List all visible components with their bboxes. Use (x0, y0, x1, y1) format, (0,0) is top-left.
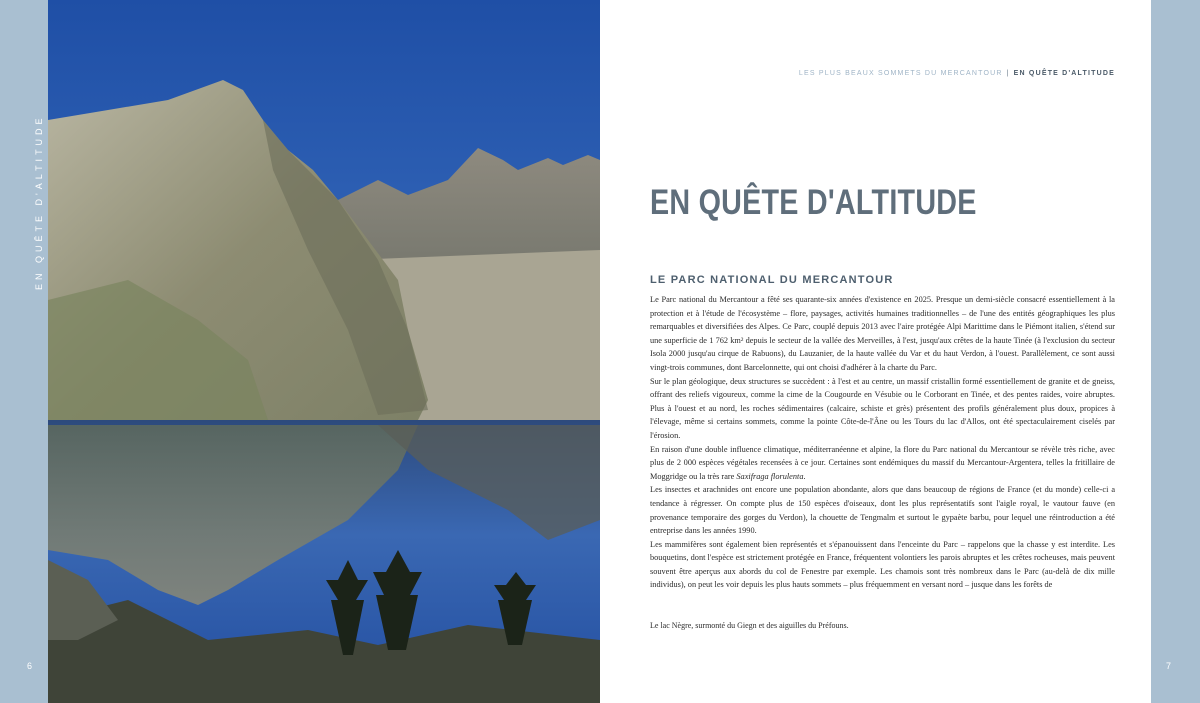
running-head-book: LES PLUS BEAUX SOMMETS DU MERCANTOUR (798, 70, 1003, 77)
paragraph-text: En raison d'une double influence climatique, méditerranéenne et alpine, la flore du Parc national du Mercantour se révèle très riche, avec plus de 2 000 espèces végétales recensées à ce jour. Certaines sont endémiques du massif du Mercantour-Argentera, telles la fritillaire de Moggridge ou la très rare (650, 444, 1115, 481)
paragraph (650, 443, 1115, 484)
running-head-chapter: EN QUÊTE D'ALTITUDE (1013, 70, 1115, 77)
mountain-lake-photo (48, 0, 600, 703)
paragraph: Les insectes et arachnides ont encore une population abondante, alors que dans beaucoup de régions de France (et du monde) celle-ci a tendance à régresser. On compte plus de 150 espèces d'oiseaux, dont les plus représentatifs sont l'aigle royal, le vautour fauve (en provenance temporaire des gorges du Verdon), la chouette de Tengmalm et surtout le gypaète barbu, pour lequel une réintroduction a été entreprise dans les années 1990. (650, 485, 1115, 536)
photo-caption: Le lac Nègre, surmonté du Giegn et des aiguilles du Préfouns. (650, 621, 849, 630)
page-number-right: 7 (1166, 661, 1172, 671)
paragraph: Le Parc national du Mercantour a fêté ses quarante-six années d'existence en 2025. Presque un demi-siècle consacré essentiellement à la protection et à l'étude de l'écosystème – flore, paysages, activités humaines traditionnelles – de l'une des entités géographiques les plus remarquables et diversifiées des Alpes. Ce Parc, couplé depuis 2013 avec l'aire protégée Alpi Marittime dans le Piémont italien, s'étend sur une superficie de 1 762 km² depuis le secteur de la vallée des Merveilles, à l'est, jusqu'aux crêtes de la haute Tinée (à l'exclusion du secteur Isola 2000 jusqu'au cirque de Rabuons), du Lauzanier, de la haute vallée du Var et du haut Verdon, à l'ouest. Parallèlement, ce sont aussi vingt-trois communes, dont Barcelonnette, qui ont choisi d'adhérer à la charte du Parc. (650, 295, 1115, 372)
section-heading: LE PARC NATIONAL DU MERCANTOUR (650, 274, 894, 286)
chapter-title: EN QUÊTE D'ALTITUDE (650, 183, 977, 222)
running-head (695, 70, 1115, 77)
right-page (600, 0, 1151, 703)
page-number-left: 6 (27, 661, 33, 671)
paragraph-suffix: . (803, 471, 806, 481)
paragraph (650, 375, 1115, 443)
vertical-chapter-title: EN QUÊTE D'ALTITUDE (34, 114, 44, 290)
right-margin-strip (1151, 0, 1200, 703)
paragraph-text: Sur le plan géologique, deux structures se succèdent : à l'est et au centre, un massif cristallin formé essentiellement de granite et de gneiss, offrant des reliefs vigoureux, comme la cime de la Cougourde en Vésubie ou le Corborant en Tinée, et des pentes raides, voire abruptes. Plus à l'ouest et au nord, les roches sédimentaires (calcaire, schiste et grès) présentent des profils généralement plus doux, propices à l'élevage, même si certains sommets, comme la pointe Côte-de-l'Âne ou les Tours du lac d'Allos, ont été spectaculairement ciselés par l'érosion. (650, 376, 1115, 440)
body-text (650, 293, 1115, 592)
running-head-separator: | (1006, 70, 1010, 77)
paragraph: Les mammifères sont également bien représentés et s'épanouissent dans l'enceinte du Parc – rappelons que la chasse y est interdite. Les bouquetins, dont l'espèce est strictement protégée en France, fréquentent volontiers les parois abruptes et les crêtes rocheuses, mais peuvent souvent être aperçus aux abords du col de Fenestre par exemple. Les chamois sont très nombreux dans le Parc (au-delà de dix mille individus), on peut les voir depuis les plus hauts sommets – plus fréquemment en versant nord – jusque dans les forêts de (650, 539, 1115, 590)
left-page (48, 0, 600, 703)
species-name: Saxifraga florulenta (736, 471, 804, 481)
left-margin-strip (0, 0, 48, 703)
